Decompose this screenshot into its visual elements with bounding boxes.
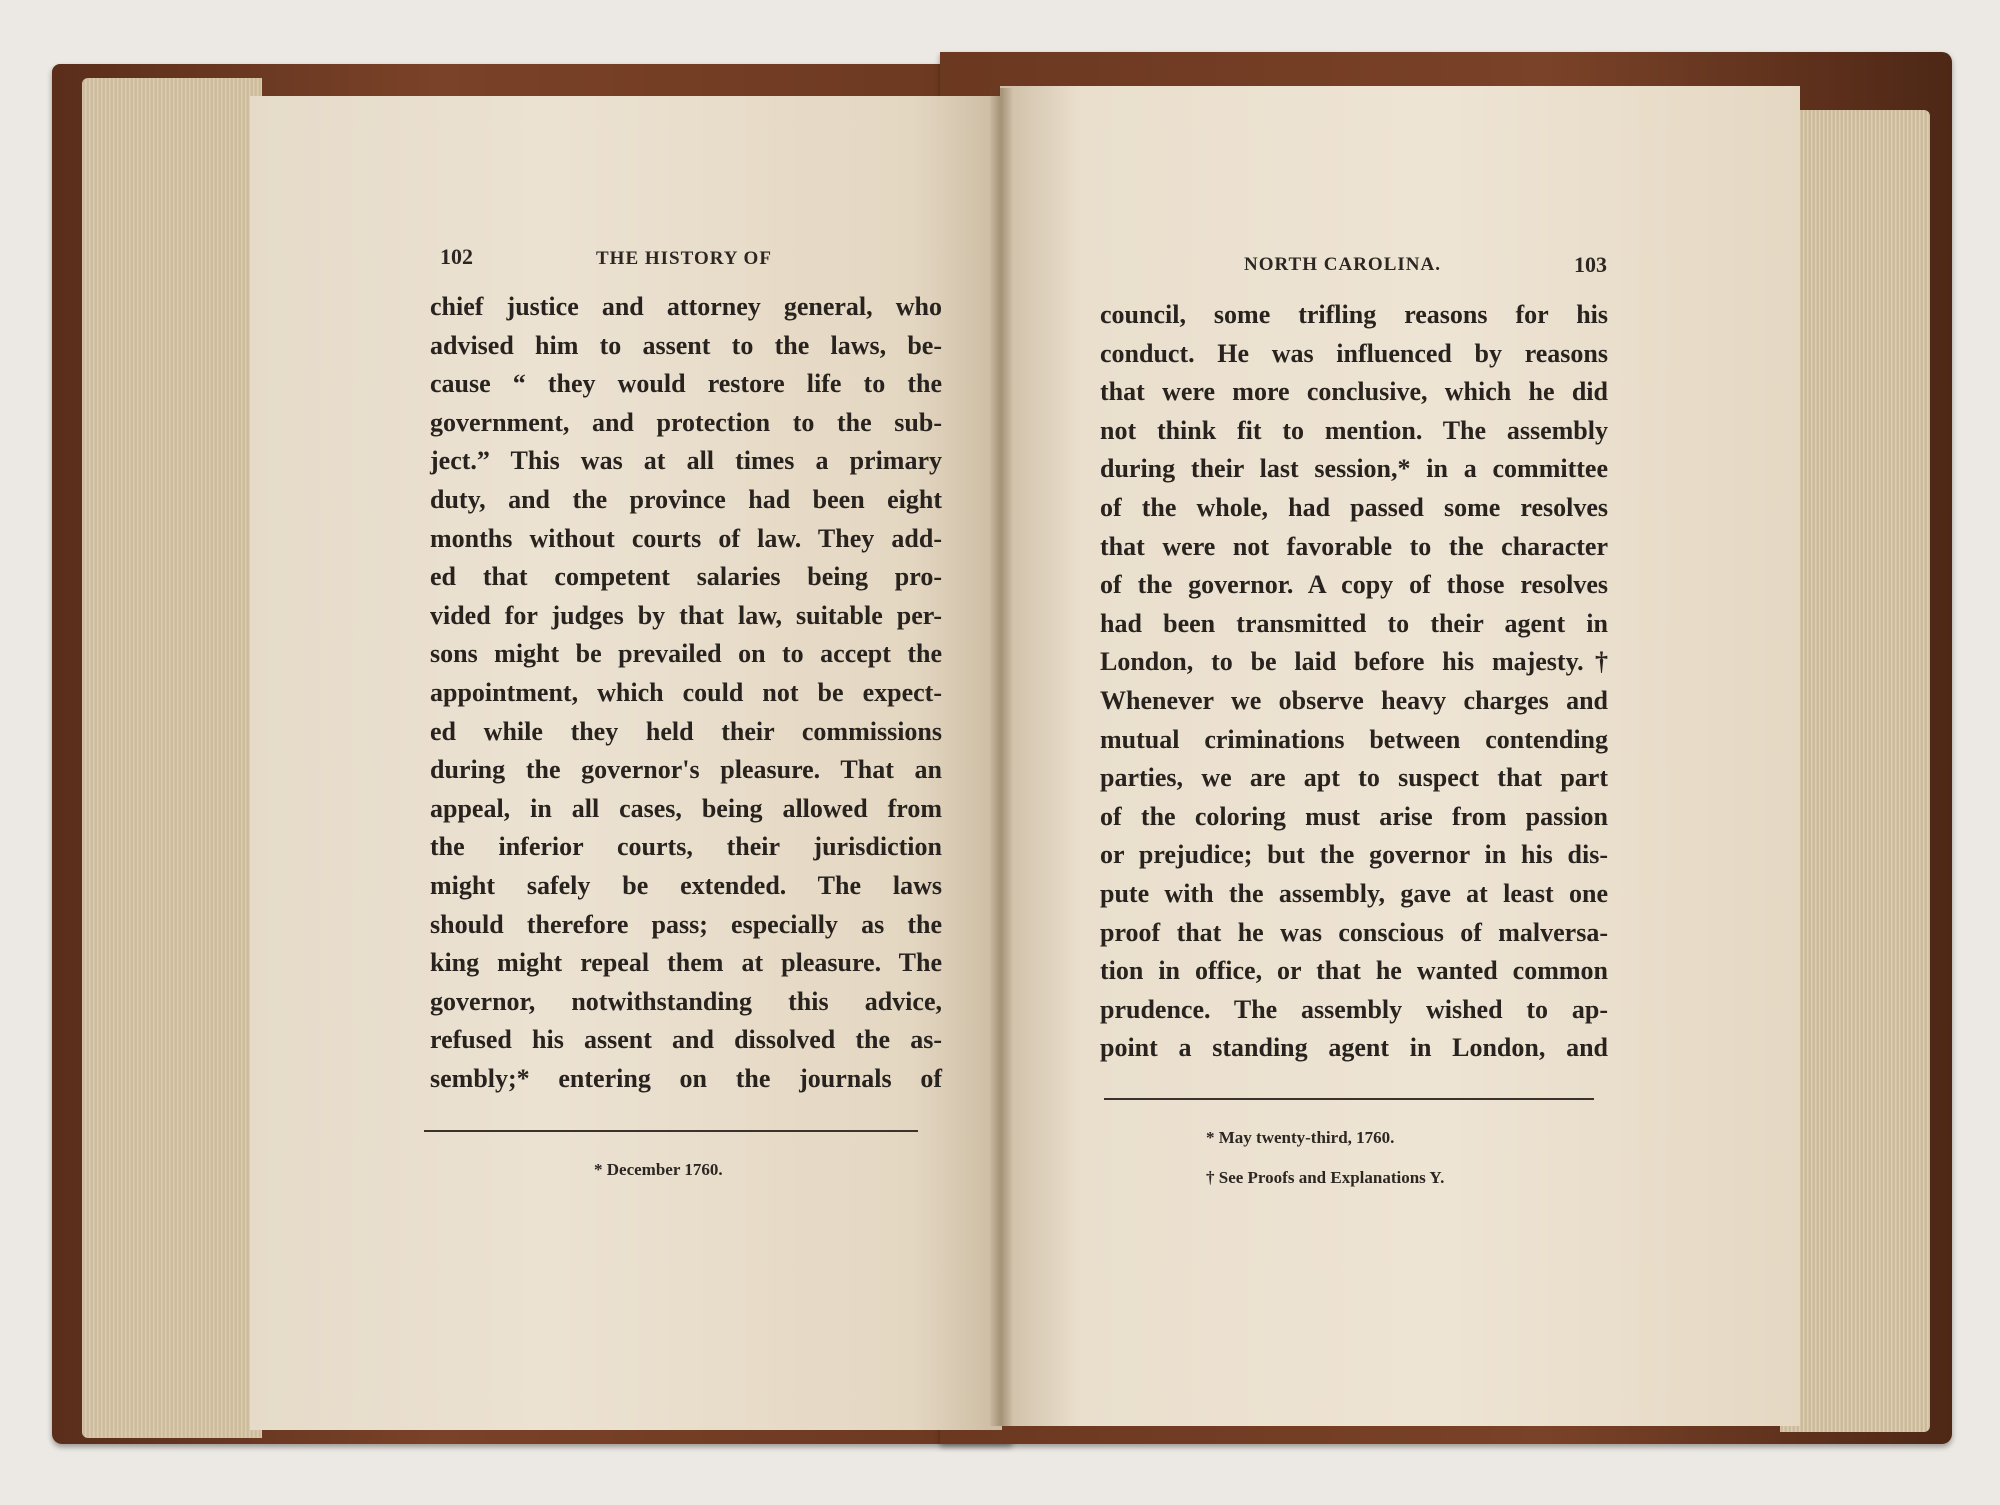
text-line: advised him to assent to the laws, be- — [430, 330, 942, 360]
page-edges-right — [1780, 110, 1930, 1432]
text-line: not think fit to mention. The assembly — [1100, 415, 1608, 445]
text-line: vided for judges by that law, suitable per- — [430, 600, 942, 630]
text-line: governor, notwithstanding this advice, — [430, 986, 942, 1016]
text-line: might safely be extended. The laws — [430, 870, 942, 900]
text-line: sons might be prevailed on to accept the — [430, 639, 942, 669]
text-line: Whenever we observe heavy charges and — [1100, 685, 1608, 715]
text-line: ject.” This was at all times a primary — [430, 446, 942, 476]
text-line: council, some trifling reasons for his — [1100, 300, 1608, 329]
text-line: tion in office, or that he wanted common — [1100, 956, 1608, 986]
text-line: appointment, which could not be expect- — [430, 677, 942, 707]
text-line: of the governor. A copy of those resolves — [1100, 570, 1608, 600]
right-running-head: NORTH CAROLINA. — [1244, 254, 1441, 275]
text-line: refused his assent and dissolved the as- — [430, 1025, 942, 1055]
text-line: parties, we are apt to suspect that part — [1100, 763, 1608, 793]
text-line: that were not favorable to the character — [1100, 531, 1608, 561]
page-edges-left — [82, 78, 262, 1438]
footnote-rule-right — [1104, 1098, 1594, 1100]
book-gutter — [990, 88, 1012, 1426]
right-footnote: † See Proofs and Explanations Y. — [1206, 1168, 1445, 1187]
text-line: appeal, in all cases, being allowed from — [430, 793, 942, 823]
text-line: of the coloring must arise from passion — [1100, 801, 1608, 831]
left-page-text — [430, 288, 942, 1098]
right-page-text — [1100, 296, 1608, 1068]
left-footnote: * December 1760. — [594, 1160, 723, 1179]
text-line: mutual criminations between contending — [1100, 724, 1608, 754]
text-line: king might repeal them at pleasure. The — [430, 948, 942, 978]
text-line: duty, and the province had been eight — [430, 484, 942, 514]
footnote-rule-left — [424, 1130, 918, 1132]
text-line: or prejudice; but the governor in his dis- — [1100, 840, 1608, 870]
right-footnote: * May twenty-third, 1760. — [1206, 1128, 1395, 1147]
text-line: the inferior courts, their jurisdiction — [430, 832, 942, 862]
text-line: had been transmitted to their agent in — [1100, 608, 1608, 638]
text-line: months without courts of law. They add- — [430, 523, 942, 553]
text-line: London, to be laid before his majesty.† — [1100, 647, 1608, 677]
left-running-head: THE HISTORY OF — [596, 248, 772, 269]
right-page-number: 103 — [1574, 252, 1607, 277]
text-line: chief justice and attorney general, who — [430, 292, 942, 321]
text-line: ed that competent salaries being pro- — [430, 562, 942, 592]
text-line: pute with the assembly, gave at least one — [1100, 878, 1608, 908]
text-line: point a standing agent in London, and — [1100, 1033, 1608, 1063]
text-line: during their last session,* in a committee — [1100, 454, 1608, 484]
text-line: of the whole, had passed some resolves — [1100, 492, 1608, 522]
text-line: government, and protection to the sub- — [430, 407, 942, 437]
text-line: that were more conclusive, which he did — [1100, 377, 1608, 407]
text-line: cause “ they would restore life to the — [430, 369, 942, 399]
text-line: proof that he was conscious of malversa- — [1100, 917, 1608, 947]
text-line: conduct. He was influenced by reasons — [1100, 338, 1608, 368]
text-line: during the governor's pleasure. That an — [430, 755, 942, 785]
text-line: prudence. The assembly wished to ap- — [1100, 994, 1608, 1024]
text-line: should therefore pass; especially as the — [430, 909, 942, 939]
left-page-number: 102 — [440, 244, 473, 269]
text-line: ed while they held their commissions — [430, 716, 942, 746]
text-line: sembly;* entering on the journals of — [430, 1063, 942, 1093]
